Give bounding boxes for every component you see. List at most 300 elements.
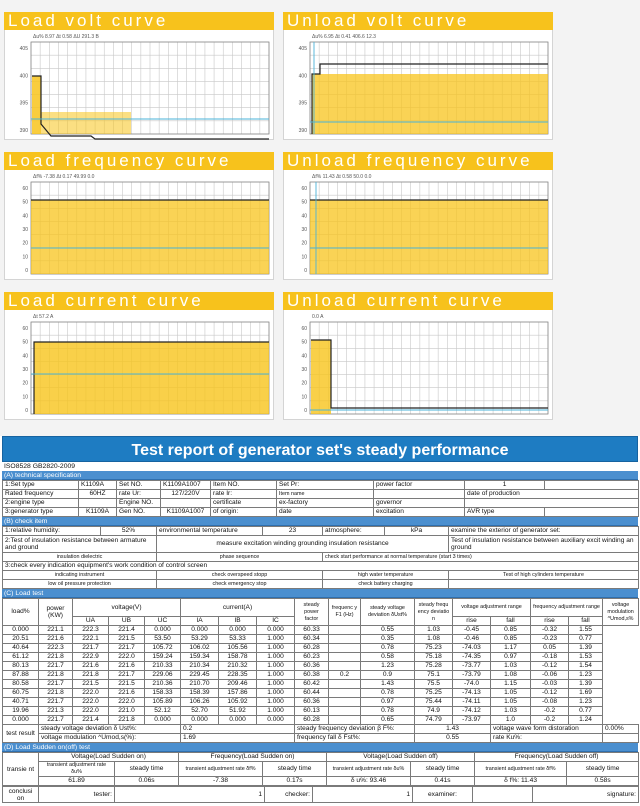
load-cell: 75.23 [415, 644, 453, 653]
load-cell [329, 707, 361, 716]
y-tick-label: 0 [304, 268, 307, 274]
spec-cell: K1109A1007 [161, 481, 211, 490]
load-cell: 221.1 [39, 626, 73, 635]
load-cell: 221.8 [73, 671, 109, 680]
spec-cell: Engine NO. [117, 499, 161, 508]
load-cell: -0.23 [531, 635, 569, 644]
sudden-head: steady time [115, 762, 179, 777]
load-head: frequenc y F1 (Hz) [329, 599, 361, 626]
footer-cell: tester: [39, 787, 115, 803]
load-head: current(A) [181, 599, 295, 617]
load-head: steady power factor [295, 599, 329, 626]
load-cell: 53.33 [219, 635, 257, 644]
load-row [3, 626, 639, 635]
load-cell: 222.1 [73, 635, 109, 644]
load-cell: 221.4 [73, 716, 109, 725]
load-cell: 0.000 [181, 626, 219, 635]
trace-fill [41, 112, 131, 134]
check-cell: examine the exterior of generator set: [449, 527, 639, 536]
load-head: IB [219, 617, 257, 626]
load-cell: 1.17 [491, 644, 531, 653]
load-cell: 1.55 [569, 626, 603, 635]
load-cell: 1.39 [569, 644, 603, 653]
result-label: test result [3, 725, 39, 743]
check-table [2, 526, 639, 589]
y-tick-label: 10 [301, 254, 307, 261]
load-cell: 221.8 [39, 671, 73, 680]
spec-cell: certificate [211, 499, 277, 508]
y-tick-label: 0 [25, 408, 28, 414]
load-cell: 0.000 [219, 626, 257, 635]
spec-cell: ex-factory [277, 499, 374, 508]
load-cell: 0.55 [361, 626, 415, 635]
load-row [3, 716, 639, 725]
spec-cell: AVR type [465, 508, 545, 517]
chart-panel [283, 310, 553, 420]
load-cell: 159.24 [145, 653, 181, 662]
check-cell: environmental temperature [157, 527, 263, 536]
load-cell: 221.7 [109, 644, 145, 653]
load-cell: 0.97 [361, 698, 415, 707]
check-cell: atmosphere: [323, 527, 385, 536]
spec-cell: rate Ir: [211, 490, 277, 499]
section-d-header: (D) Load Sudden on(off) test [2, 743, 638, 752]
chart-readout: Δt 57.2 A [33, 314, 54, 320]
load-cell: 221.6 [73, 662, 109, 671]
load-cell: -74.13 [453, 689, 491, 698]
chart-readout: Δu% 6.95 Δt 0.41 406.6 12.3 [312, 34, 376, 40]
load-cell: 53.50 [145, 635, 181, 644]
y-tick-label: 0 [25, 268, 28, 274]
spec-cell [465, 499, 639, 508]
check-cell: insulation dielectric [3, 553, 157, 562]
load-head: UC [145, 617, 181, 626]
y-tick-label: 40 [22, 213, 28, 220]
load-cell: 158.39 [181, 689, 219, 698]
y-tick-label: 30 [22, 227, 28, 233]
load-cell: 1.23 [361, 662, 415, 671]
load-cell: 221.7 [39, 698, 73, 707]
load-cell: 229.45 [181, 671, 219, 680]
load-cell: 221.8 [39, 653, 73, 662]
trace-fill [311, 340, 331, 414]
load-cell: -0.2 [531, 707, 569, 716]
check-cell: 23 [263, 527, 323, 536]
spec-cell: 1 [465, 481, 545, 490]
load-cell: 74.9 [415, 707, 453, 716]
sudden-value: 0.06s [115, 777, 179, 786]
load-cell: 0.85 [491, 635, 531, 644]
sudden-head: transient adjustment rate δu% [327, 762, 411, 777]
sudden-label: transie nt [3, 753, 39, 786]
load-cell: 1.000 [257, 698, 295, 707]
load-cell: 1.03 [415, 626, 453, 635]
load-row [3, 671, 639, 680]
footer-cell: examiner: [413, 787, 473, 803]
load-cell: 210.36 [145, 680, 181, 689]
load-head: load% [3, 599, 39, 626]
check-cell: indicating instrument [3, 571, 157, 580]
load-head: frequency adjustment range [531, 599, 603, 617]
y-tick-label: 40 [22, 353, 28, 360]
sudden-head: Voltage(Load Sudden off) [327, 753, 475, 762]
sudden-head: transient adjustment rate δu% [39, 762, 115, 777]
load-cell: 222.3 [39, 644, 73, 653]
load-cell: 60.75 [3, 689, 39, 698]
sudden-head: transient adjustment rate δf% [475, 762, 567, 777]
spec-cell: date of production [465, 490, 639, 499]
load-cell: 60.36 [295, 698, 329, 707]
load-head: rise [531, 617, 569, 626]
chart-title: Unload current curve [283, 292, 553, 310]
load-cell: 105.56 [219, 644, 257, 653]
spec-cell: K1109A [79, 481, 117, 490]
load-cell: 0.000 [181, 716, 219, 725]
load-cell: 1.03 [491, 662, 531, 671]
load-cell: 105.92 [219, 698, 257, 707]
load-cell: 105.72 [145, 644, 181, 653]
chart-title: Load frequency curve [4, 152, 274, 170]
load-head: rise [453, 617, 491, 626]
spec-cell [374, 490, 465, 499]
load-cell: 221.7 [39, 716, 73, 725]
load-cell: 1.000 [257, 662, 295, 671]
load-cell: 60.36 [295, 662, 329, 671]
load-head: power (KW) [39, 599, 73, 626]
load-rows [3, 626, 639, 725]
y-tick-label: 0 [304, 408, 307, 414]
load-cell: 0.000 [257, 626, 295, 635]
load-cell: -0.08 [531, 698, 569, 707]
sudden-value: 61.89 [39, 777, 115, 786]
y-tick-label: 60 [301, 186, 307, 192]
load-cell: 1.23 [569, 698, 603, 707]
load-cell: 1.000 [257, 635, 295, 644]
spec-cell [545, 508, 639, 517]
load-cell: -0.2 [531, 716, 569, 725]
load-cell: -73.79 [453, 671, 491, 680]
spec-cell: of origin: [211, 508, 277, 517]
check-cell: Test of insulation resistance between auxiliary excit winding an ground [449, 536, 639, 553]
load-cell: 222.0 [73, 707, 109, 716]
result-cell: frequency fall δ Fst%: [295, 734, 415, 743]
load-head: UB [109, 617, 145, 626]
load-cell: 221.5 [73, 680, 109, 689]
load-cell: 221.8 [109, 716, 145, 725]
result-cell [603, 734, 639, 743]
chart-panel [283, 170, 553, 280]
load-head: steady voltage deviation δUst% [361, 599, 415, 626]
chart-panel [4, 170, 274, 280]
load-cell: 75.25 [415, 689, 453, 698]
load-cell [329, 653, 361, 662]
load-cell: 51.92 [219, 707, 257, 716]
load-cell: 60.34 [295, 635, 329, 644]
spec-cell [79, 499, 117, 508]
load-test-table [2, 598, 639, 743]
load-head: IC [257, 617, 295, 626]
result-cell: steady frequency deviation β F%: [295, 725, 415, 734]
load-cell: 221.5 [109, 680, 145, 689]
check-cell: 2:Test of insulation resistance between armature and ground [3, 536, 157, 553]
sudden-head: steady time [263, 762, 327, 777]
chart-panel [4, 30, 274, 140]
y-tick-label: 10 [301, 394, 307, 401]
load-cell: 221.4 [109, 626, 145, 635]
load-row [3, 644, 639, 653]
load-cell: 19.96 [3, 707, 39, 716]
load-row [3, 707, 639, 716]
load-cell: 60.28 [295, 644, 329, 653]
load-cell: 0.65 [361, 716, 415, 725]
load-cell: 1.000 [257, 671, 295, 680]
load-cell: 221.7 [109, 671, 145, 680]
load-cell: 210.32 [219, 662, 257, 671]
load-cell: -0.12 [531, 662, 569, 671]
load-cell [329, 635, 361, 644]
load-head: fall [569, 617, 603, 626]
report [2, 436, 638, 806]
load-head: voltage adjustment range [453, 599, 531, 617]
chart-title: Load volt curve [4, 12, 274, 30]
load-cell: 228.35 [219, 671, 257, 680]
load-cell: 1.08 [415, 635, 453, 644]
result-cell: 1.69 [181, 734, 295, 743]
check-cell: kPa [385, 527, 449, 536]
spec-cell: rate Ur: [117, 490, 161, 499]
y-tick-label: 10 [22, 394, 28, 401]
sudden-head: steady time [411, 762, 475, 777]
chart-title: Load current curve [4, 292, 274, 310]
sudden-value: 0.58s [567, 777, 639, 786]
load-cell: 1.15 [491, 680, 531, 689]
load-cell: 210.34 [181, 662, 219, 671]
chart-readout: 0.0 A [312, 314, 324, 320]
result-cell: rate Ku%: [491, 734, 603, 743]
sudden-head: Voltage(Load Sudden on) [39, 753, 179, 762]
trace-fill [31, 200, 269, 274]
sudden-value: -7.38 [179, 777, 263, 786]
spec-cell: Item name [277, 490, 374, 499]
spec-cell: 127/220V [161, 490, 211, 499]
check-cell: phase sequence [157, 553, 323, 562]
spec-cell: date [277, 508, 374, 517]
load-cell: 75.18 [415, 653, 453, 662]
load-cell: 210.33 [145, 662, 181, 671]
load-cell: 157.86 [219, 689, 257, 698]
load-cell: 1.000 [257, 680, 295, 689]
load-row [3, 689, 639, 698]
load-current-chart [4, 292, 274, 420]
load-row [3, 662, 639, 671]
load-cell: 60.28 [295, 716, 329, 725]
sudden-head: transient adjustment rate δf% [179, 762, 263, 777]
load-cell: 1.24 [569, 716, 603, 725]
load-cell: 0.000 [3, 716, 39, 725]
load-head: steady frequ ency deviatio n [415, 599, 453, 626]
sudden-head: steady time [567, 762, 639, 777]
load-head: UA [73, 617, 109, 626]
y-tick-label: 40 [301, 213, 307, 220]
standard-label: ISO8528 GB2820-2009 [4, 463, 76, 470]
load-cell: -0.32 [531, 626, 569, 635]
load-cell: 0.85 [491, 626, 531, 635]
load-cell: 221.6 [109, 662, 145, 671]
load-frequency-chart [4, 152, 274, 280]
load-cell: 0.58 [361, 653, 415, 662]
load-cell: 0.000 [145, 716, 181, 725]
load-cell: 60.23 [295, 653, 329, 662]
load-cell [329, 662, 361, 671]
load-cell: 1.000 [257, 689, 295, 698]
load-cell: 1.000 [257, 644, 295, 653]
y-tick-label: 405 [19, 46, 28, 52]
load-cell: 221.0 [109, 707, 145, 716]
result-cell: 0.2 [181, 725, 295, 734]
spec-cell: Set Pr: [277, 481, 374, 490]
result-cell: voltage modulation ^Umod,s(%): [39, 734, 181, 743]
result-cell: 1.43 [415, 725, 491, 734]
trace-fill [312, 74, 548, 134]
load-cell: 75.28 [415, 662, 453, 671]
load-cell: 221.6 [109, 689, 145, 698]
load-cell: 222.9 [73, 653, 109, 662]
load-cell: 60.38 [295, 671, 329, 680]
load-cell [329, 680, 361, 689]
section-a-header: (A) technical specification [2, 471, 638, 480]
y-tick-label: 390 [19, 128, 28, 134]
y-tick-label: 400 [298, 73, 307, 80]
spec-cell: Set NO. [117, 481, 161, 490]
unload-frequency-chart [283, 152, 553, 280]
check-cell: check emergency stop [157, 580, 323, 589]
load-cell: 60.13 [295, 707, 329, 716]
y-tick-label: 40 [301, 353, 307, 360]
result-cell: voltage wave form distoration [491, 725, 603, 734]
load-cell: 1.05 [491, 698, 531, 707]
y-tick-label: 400 [19, 73, 28, 80]
load-cell: 105.89 [145, 698, 181, 707]
load-cell: 158.78 [219, 653, 257, 662]
footer-cell: 1 [313, 787, 413, 803]
spec-cell: K1109A [79, 508, 117, 517]
sudden-value: 0.17s [263, 777, 327, 786]
load-cell: 87.88 [3, 671, 39, 680]
load-head: voltage modulation ^Umod,s% [603, 599, 639, 626]
spec-cell: 2:engine type [3, 499, 79, 508]
load-cell: 210.70 [181, 680, 219, 689]
load-cell: -0.03 [531, 680, 569, 689]
load-cell: 0.78 [361, 707, 415, 716]
check-cell: check battery charging [323, 580, 449, 589]
load-cell [329, 626, 361, 635]
check-cell: check start performance at normal temperature (start 3 times) [323, 553, 639, 562]
footer-table [2, 786, 639, 803]
y-tick-label: 50 [22, 199, 28, 206]
load-cell: 1.54 [569, 662, 603, 671]
load-volt-chart [4, 12, 274, 140]
chart-title: Unload volt curve [283, 12, 553, 30]
load-cell: 221.7 [39, 662, 73, 671]
sudden-value: δ f%: 11.43 [475, 777, 567, 786]
spec-cell [545, 481, 639, 490]
trace-fill [34, 342, 269, 414]
load-row [3, 698, 639, 707]
check-cell: high water temperature [323, 571, 449, 580]
load-cell: -0.45 [453, 626, 491, 635]
load-cell: 221.5 [109, 635, 145, 644]
load-cell: 159.34 [181, 653, 219, 662]
load-cell: -0.12 [531, 689, 569, 698]
load-cell: 222.0 [109, 653, 145, 662]
y-tick-label: 395 [19, 100, 28, 107]
load-cell: 222.3 [73, 626, 109, 635]
footer-cell: conclusi on [3, 787, 39, 803]
check-cell [449, 580, 639, 589]
load-cell: 221.6 [39, 635, 73, 644]
section-b-header: (B) check item [2, 517, 638, 526]
spec-cell: Gen NO. [117, 508, 161, 517]
load-cell: 0.2 [329, 671, 361, 680]
footer-cell: checker: [265, 787, 313, 803]
load-cell: -73.77 [453, 662, 491, 671]
load-cell: 229.06 [145, 671, 181, 680]
load-cell: 0.000 [219, 716, 257, 725]
load-cell: 40.64 [3, 644, 39, 653]
spec-cell [161, 499, 211, 508]
chart-readout: Δf% -7.38 Δt 0.17 49.99 0.0 [33, 174, 95, 180]
load-row [3, 680, 639, 689]
load-cell: 221.8 [39, 689, 73, 698]
check-cell: 1:relative humidity: [3, 527, 101, 536]
check-cell: 3:check every indication equipment's work condition of control screen [3, 562, 639, 571]
y-tick-label: 20 [22, 380, 28, 387]
load-cell: 53.29 [181, 635, 219, 644]
load-cell: -73.97 [453, 716, 491, 725]
load-cell: 52.12 [145, 707, 181, 716]
load-cell: 222.0 [73, 689, 109, 698]
y-tick-label: 50 [22, 339, 28, 346]
y-tick-label: 20 [301, 380, 307, 387]
load-cell: 0.05 [531, 644, 569, 653]
load-cell: 1.000 [257, 707, 295, 716]
load-cell: 60.42 [295, 680, 329, 689]
chart-readout: Δf% 11.43 Δt 0.58 50.0 0.0 [312, 174, 372, 180]
load-cell: 0.77 [569, 707, 603, 716]
load-cell: -0.46 [453, 635, 491, 644]
footer-cell [473, 787, 533, 803]
load-cell: 75.44 [415, 698, 453, 707]
spec-table [2, 480, 639, 517]
trace-fill [32, 76, 41, 134]
load-cell: -74.03 [453, 644, 491, 653]
unload-current-chart [283, 292, 553, 420]
y-tick-label: 395 [298, 100, 307, 107]
result-cell: 0.55 [415, 734, 491, 743]
load-cell: 0.78 [361, 644, 415, 653]
load-cell: 158.33 [145, 689, 181, 698]
y-tick-label: 30 [301, 227, 307, 233]
load-cell: 61.12 [3, 653, 39, 662]
load-cell: 209.46 [219, 680, 257, 689]
y-tick-label: 50 [301, 339, 307, 346]
load-cell: 0.9 [361, 671, 415, 680]
load-cell: 80.13 [3, 662, 39, 671]
y-tick-label: 405 [298, 46, 307, 52]
load-cell: 1.08 [491, 671, 531, 680]
chart-panel [4, 310, 274, 420]
load-head: fall [491, 617, 531, 626]
